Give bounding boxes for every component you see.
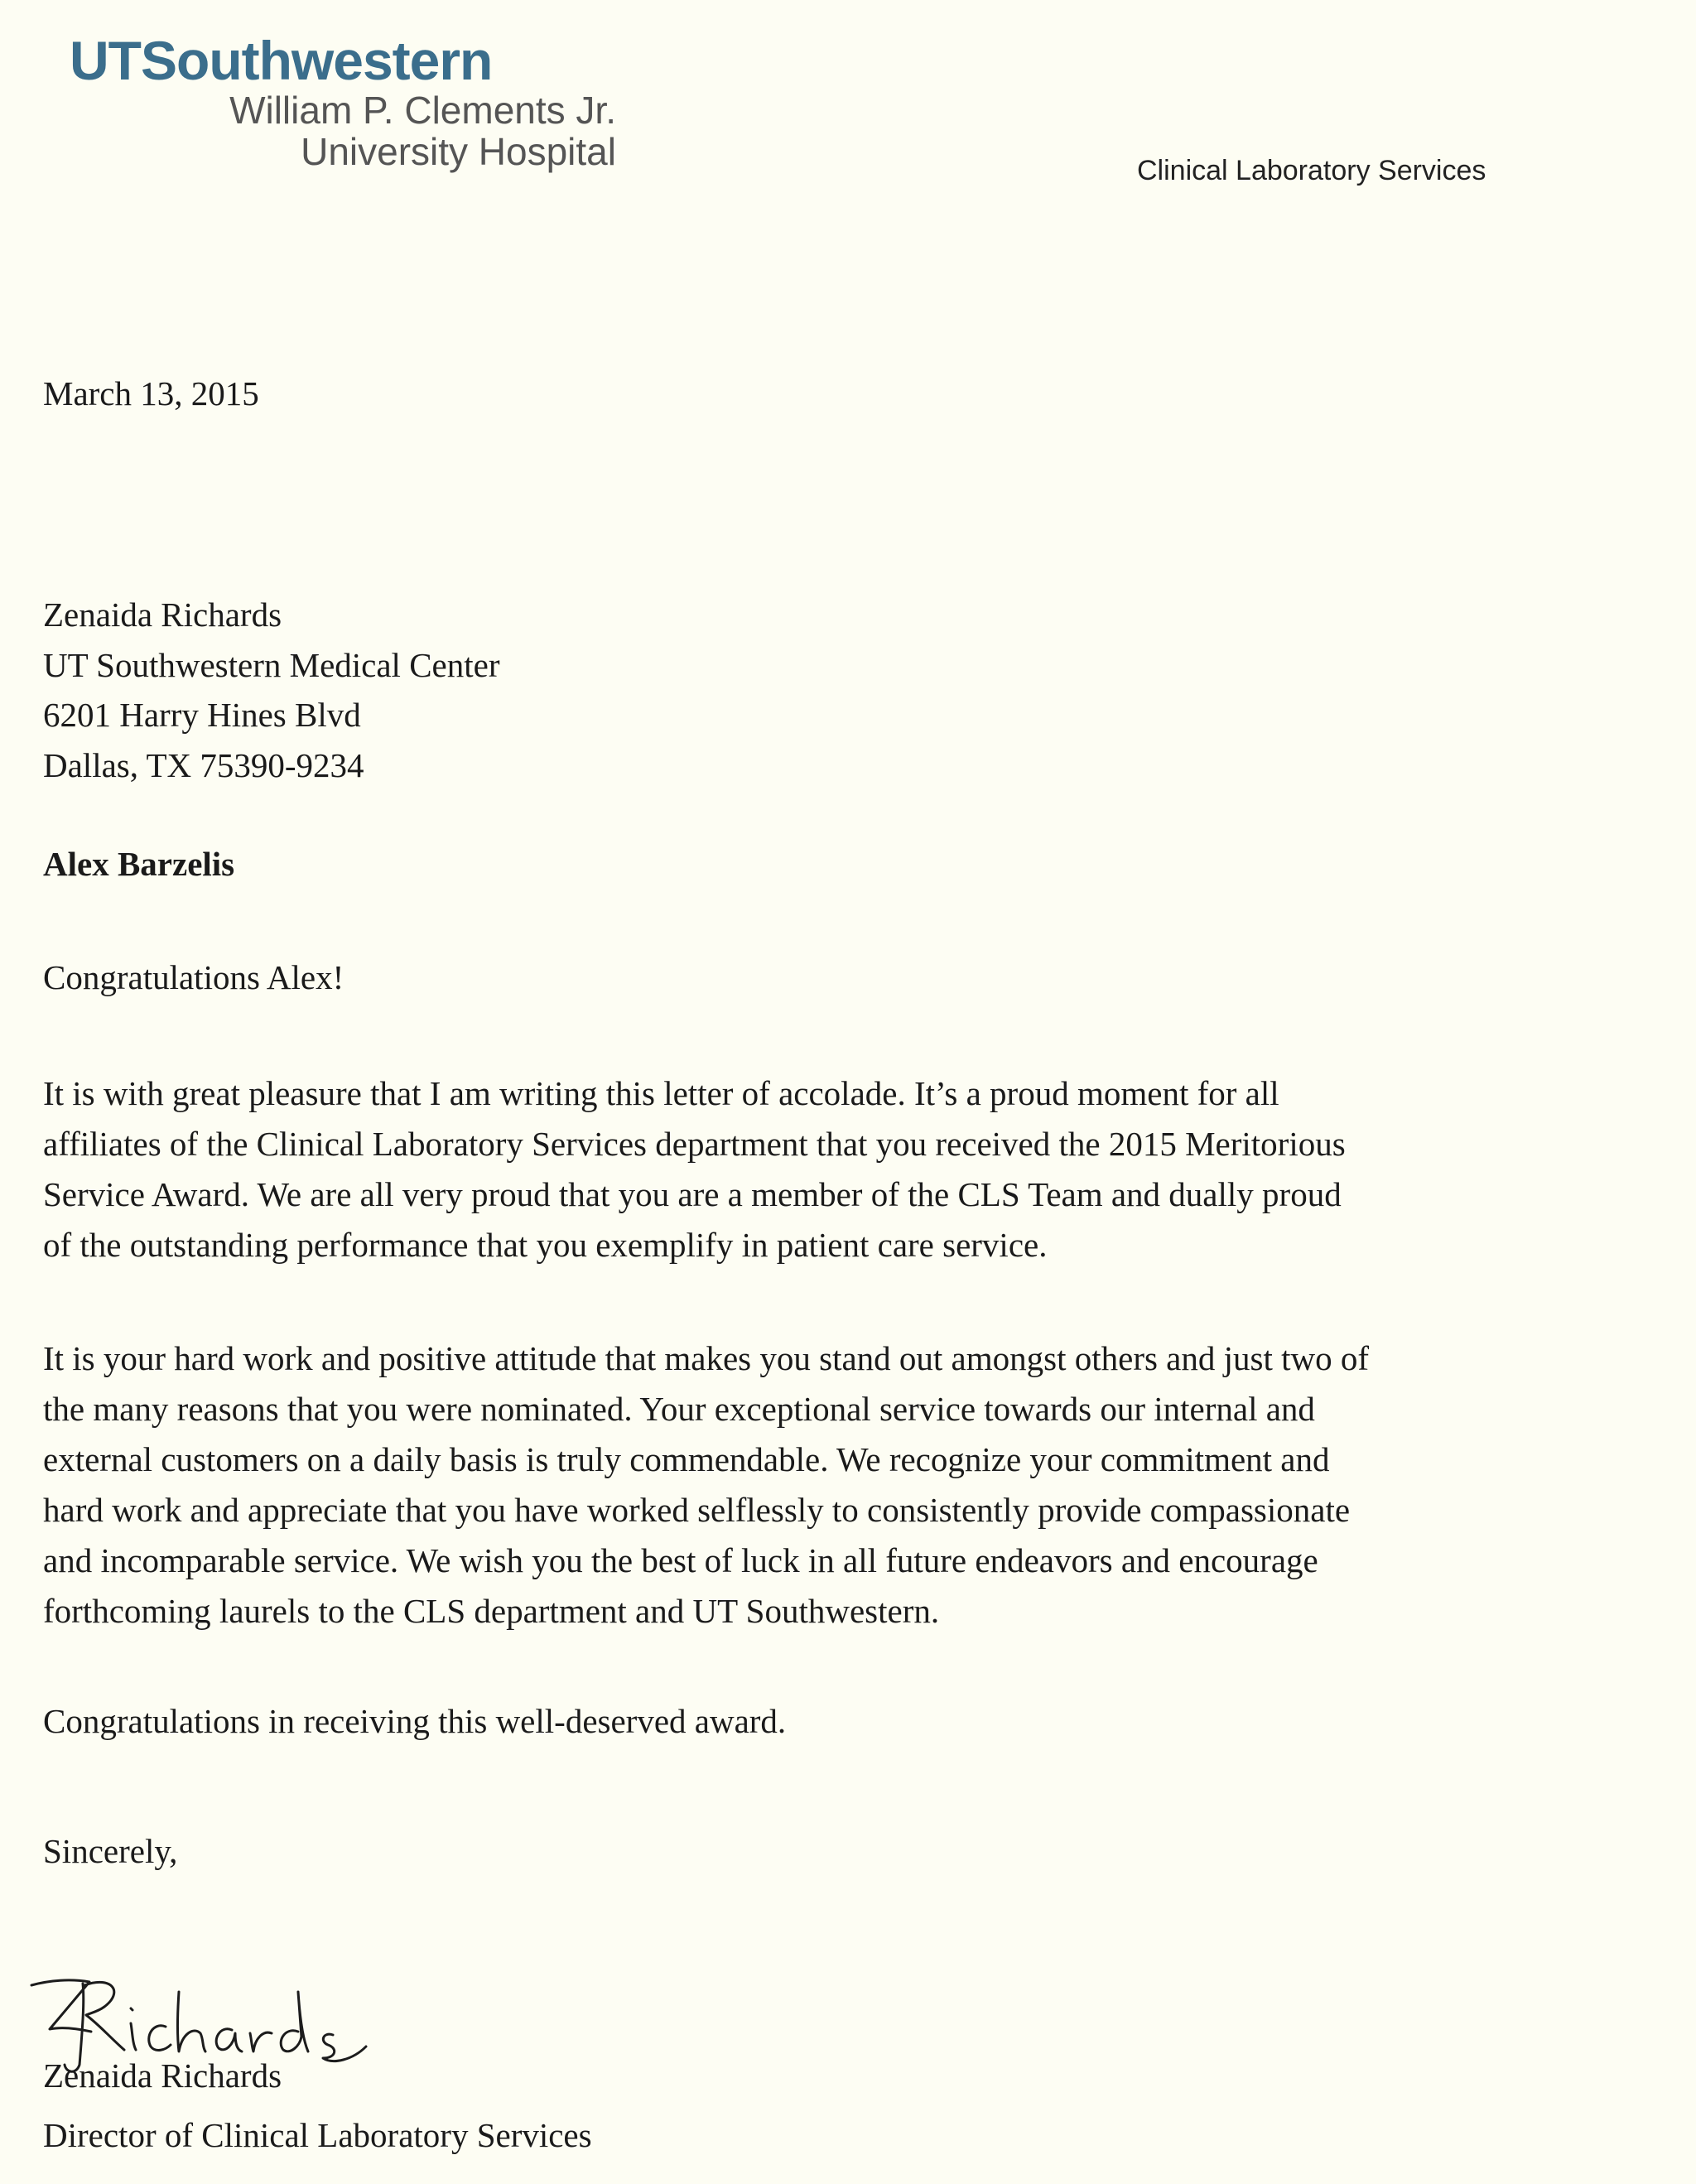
signer-name: Zenaida Richards bbox=[43, 2056, 282, 2095]
sign-off: Sincerely, bbox=[43, 1832, 178, 1870]
paragraph-line: forthcoming laurels to the CLS department and UT Southwestern. bbox=[43, 1592, 940, 1630]
letter-date: March 13, 2015 bbox=[43, 374, 259, 412]
address-line: Zenaida Richards bbox=[43, 595, 282, 634]
paragraph-line: of the outstanding performance that you exemplify in patient care service. bbox=[43, 1226, 1048, 1264]
address-line: 6201 Harry Hines Blvd bbox=[43, 696, 361, 734]
recipient-name: Alex Barzelis bbox=[43, 845, 235, 883]
paragraph-line: It is with great pleasure that I am writing this letter of accolade. It’s a proud moment for all bbox=[43, 1074, 1279, 1112]
address-block bbox=[43, 590, 499, 790]
paragraph-line: external customers on a daily basis is truly commendable. We recognize your commitment and bbox=[43, 1440, 1330, 1478]
department-header: Clinical Laboratory Services bbox=[1137, 155, 1486, 186]
body-paragraph-1 bbox=[43, 1068, 1346, 1270]
address-line: Dallas, TX 75390-9234 bbox=[43, 745, 364, 784]
letterhead-logo bbox=[70, 31, 616, 172]
closing-line: Congratulations in receiving this well-deserved award. bbox=[43, 1702, 787, 1740]
body-paragraph-2 bbox=[43, 1333, 1369, 1637]
paragraph-line: the many reasons that you were nominated. Your exceptional service towards our internal and bbox=[43, 1390, 1315, 1428]
logo-hospital-line1: William P. Clements Jr. bbox=[229, 89, 616, 132]
logo-org-name: UTSouthwestern bbox=[70, 30, 493, 91]
paragraph-line: and incomparable service. We wish you the best of luck in all future endeavors and encourage bbox=[43, 1541, 1318, 1579]
greeting: Congratulations Alex! bbox=[43, 958, 344, 996]
logo-hospital-line2: University Hospital bbox=[301, 130, 616, 173]
paragraph-line: It is your hard work and positive attitude that makes you stand out amongst others and just two of bbox=[43, 1339, 1370, 1377]
paragraph-line: affiliates of the Clinical Laboratory Services department that you received the 2015 Meritorious bbox=[43, 1125, 1346, 1163]
paragraph-line: Service Award. We are all very proud that you are a member of the CLS Team and dually proud bbox=[43, 1175, 1342, 1213]
paragraph-line: hard work and appreciate that you have worked selflessly to consistently provide compassionate bbox=[43, 1491, 1351, 1529]
address-line: UT Southwestern Medical Center bbox=[43, 645, 500, 684]
signer-title: Director of Clinical Laboratory Services bbox=[43, 2116, 592, 2154]
